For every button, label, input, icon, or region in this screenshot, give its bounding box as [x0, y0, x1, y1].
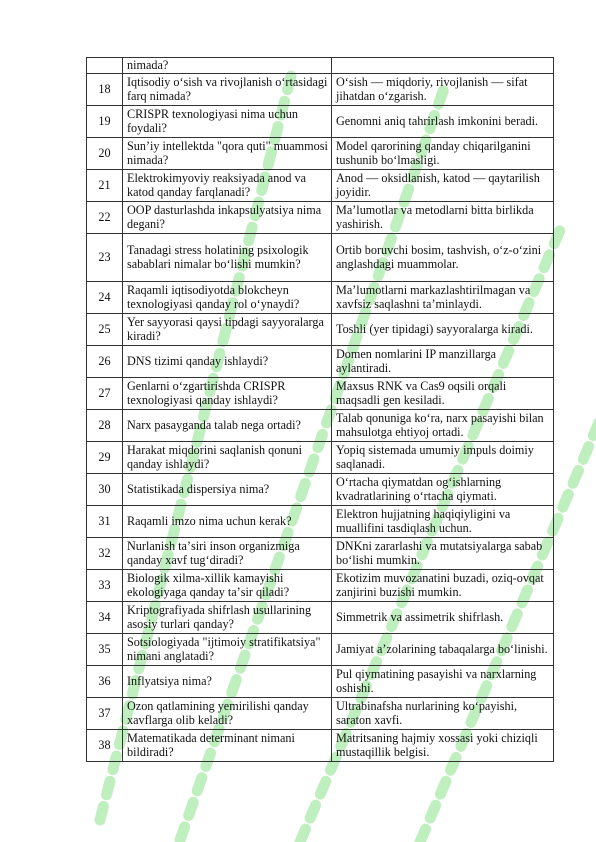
row-number: 33	[87, 570, 123, 602]
row-number: 35	[87, 634, 123, 666]
row-number: 26	[87, 346, 123, 378]
answer-cell: Maʼlumotlarni markazlashtirilmagan va xavfsiz saqlashni taʼminlaydi.	[332, 282, 554, 314]
table-row	[87, 634, 554, 666]
question-cell: Statistikada dispersiya nima?	[123, 474, 332, 506]
answer-cell: Ekotizim muvozanatini buzadi, oziq-ovqat zanjirini buzishi mumkin.	[332, 570, 554, 602]
watermark-stroke	[197, 778, 202, 791]
row-number: 18	[87, 74, 123, 106]
question-cell: Harakat miqdorini saqlanish qonuni qanday ishlaydi?	[123, 442, 332, 474]
answer-cell: Simmetrik va assimetrik shifrlash.	[332, 602, 554, 634]
answer-cell: Ortib boruvchi bosim, tashvish, oʻz-oʻzini anglashdagi muammolar.	[332, 234, 554, 282]
answer-cell: Pul qiymatining pasayishi va narxlarning oshishi.	[332, 666, 554, 698]
table-row	[87, 474, 554, 506]
question-cell: Matematikada determinant nimani bildiradi?	[123, 730, 332, 762]
answer-cell: DNKni zararlashi va mutatsiyalarga sabab boʻlishi mumkin.	[332, 538, 554, 570]
watermark-stroke	[573, 470, 578, 483]
question-cell: DNS tizimi qanday ishlaydi?	[123, 346, 332, 378]
row-number: 30	[87, 474, 123, 506]
row-number: 29	[87, 442, 123, 474]
table-row	[87, 442, 554, 474]
table-row	[87, 314, 554, 346]
table-row	[87, 74, 554, 106]
watermark-stroke	[300, 829, 305, 842]
row-number: 20	[87, 138, 123, 170]
table-row	[87, 346, 554, 378]
answer-cell: Model qarorining qanday chiqarilganini tushunib boʻlmasligi.	[332, 138, 554, 170]
table-row	[87, 282, 554, 314]
question-cell: Elektrokimyoviy reaksiyada anod va katod qanday farqlanadi?	[123, 170, 332, 202]
answer-cell: Ultrabinafsha nurlarining koʻpayishi, saraton xavfi.	[332, 698, 554, 730]
answer-cell: Matritsaning hajmiy xossasi yoki chiziqli mustaqillik belgisi.	[332, 730, 554, 762]
row-number: 25	[87, 314, 123, 346]
table-row	[87, 58, 554, 74]
table-row	[87, 378, 554, 410]
question-cell: Yer sayyorasi qaysi tipdagi sayyoralarga kiradi?	[123, 314, 332, 346]
watermark-stroke	[180, 827, 185, 840]
table-row	[87, 506, 554, 538]
answer-cell: Jamiyat aʼzolarining tabaqalarga boʻlinishi.	[332, 634, 554, 666]
answer-cell: Oʻsish — miqdoriy, rivojlanish — sifat jihatdan oʻzgarish.	[332, 74, 554, 106]
question-cell: Inflyatsiya nima?	[123, 666, 332, 698]
question-cell: Ozon qatlamining yemirilishi qanday xavflarga olib keladi?	[123, 698, 332, 730]
answer-cell: Elektron hujjatning haqiqiyligini va muallifini tasdiqlash uchun.	[332, 506, 554, 538]
table-row	[87, 698, 554, 730]
watermark-stroke	[100, 806, 103, 820]
answer-cell: Oʻrtacha qiymatdan ogʻishlarning kvadratlarining oʻrtacha qiymati.	[332, 474, 554, 506]
watermark-stroke	[430, 805, 435, 818]
table-row	[87, 602, 554, 634]
row-number: 27	[87, 378, 123, 410]
answer-cell: Anod — oksidlanish, katod — qaytarilish joyidir.	[332, 170, 554, 202]
answer-cell: Maʼlumotlar va metodlarni bitta birlikda yashirish.	[332, 202, 554, 234]
table-row	[87, 570, 554, 602]
question-cell: Sunʼiy intellektda "qora quti" muammosi nimada?	[123, 138, 332, 170]
answer-cell: Maxsus RNK va Cas9 oqsili orqali maqsadli gen kesiladi.	[332, 378, 554, 410]
watermark-stroke	[310, 805, 315, 818]
table-row	[87, 138, 554, 170]
question-cell: Raqamli iqtisodiyotda blokcheyn texnologiyasi qanday rol oʻynaydi?	[123, 282, 332, 314]
question-cell: Biologik xilma-xillik kamayishi ekologiyaga qanday taʼsir qiladi?	[123, 570, 332, 602]
row-number: 19	[87, 106, 123, 138]
question-cell: OOP dasturlashda inkapsulyatsiya nima degani?	[123, 202, 332, 234]
answer-cell: Toshli (yer tipidagi) sayyoralarga kiradi.	[332, 314, 554, 346]
watermark-stroke	[563, 494, 568, 507]
question-cell: Raqamli imzo nima uchun kerak?	[123, 506, 332, 538]
row-number: 31	[87, 506, 123, 538]
question-cell: Sotsiologiyada "ijtimoiy stratifikatsiya" nimani anglatadi?	[123, 634, 332, 666]
watermark-stroke	[320, 781, 325, 794]
answer-cell	[332, 58, 554, 74]
watermark-stroke	[554, 231, 559, 244]
table-row	[87, 170, 554, 202]
row-number	[87, 58, 123, 74]
row-number: 23	[87, 234, 123, 282]
row-number: 37	[87, 698, 123, 730]
question-cell: Tanadagi stress holatining psixologik sabablari nimalar boʻlishi mumkin?	[123, 234, 332, 282]
qa-table	[86, 57, 554, 762]
row-number: 22	[87, 202, 123, 234]
watermark-stroke	[583, 446, 588, 459]
row-number: 28	[87, 410, 123, 442]
watermark-stroke	[106, 781, 109, 795]
row-number: 36	[87, 666, 123, 698]
table-row	[87, 410, 554, 442]
question-cell: Nurlanish taʼsiri inson organizmiga qanday xavf tugʻdiradi?	[123, 538, 332, 570]
watermark-stroke	[420, 829, 425, 842]
question-cell: Genlarni oʻzgartirishda CRISPR texnologiyasi qanday ishlaydi?	[123, 378, 332, 410]
question-cell: Iqtisodiy oʻsish va rivojlanish oʻrtasidagi farq nimada?	[123, 74, 332, 106]
table-row	[87, 106, 554, 138]
answer-cell: Genomni aniq tahrirlash imkonini beradi.	[332, 106, 554, 138]
table-row	[87, 538, 554, 570]
row-number: 21	[87, 170, 123, 202]
table-row	[87, 202, 554, 234]
row-number: 38	[87, 730, 123, 762]
watermark-stroke	[440, 781, 445, 794]
row-number: 32	[87, 538, 123, 570]
row-number: 34	[87, 602, 123, 634]
table-row	[87, 666, 554, 698]
table-row	[87, 730, 554, 762]
row-number: 24	[87, 282, 123, 314]
answer-cell: Talab qonuniga koʻra, narx pasayishi bilan mahsulotga ehtiyoj ortadi.	[332, 410, 554, 442]
answer-cell: Domen nomlarini IP manzillarga aylantiradi.	[332, 346, 554, 378]
question-cell: CRISPR texnologiyasi nima uchun foydali?	[123, 106, 332, 138]
table-row	[87, 234, 554, 282]
answer-cell: Yopiq sistemada umumiy impuls doimiy saqlanadi.	[332, 442, 554, 474]
question-cell: Kriptografiyada shifrlash usullarining asosiy turlari qanday?	[123, 602, 332, 634]
question-cell: Narx pasayganda talab nega ortadi?	[123, 410, 332, 442]
question-cell: nimada?	[123, 58, 332, 74]
watermark-stroke	[189, 802, 194, 815]
